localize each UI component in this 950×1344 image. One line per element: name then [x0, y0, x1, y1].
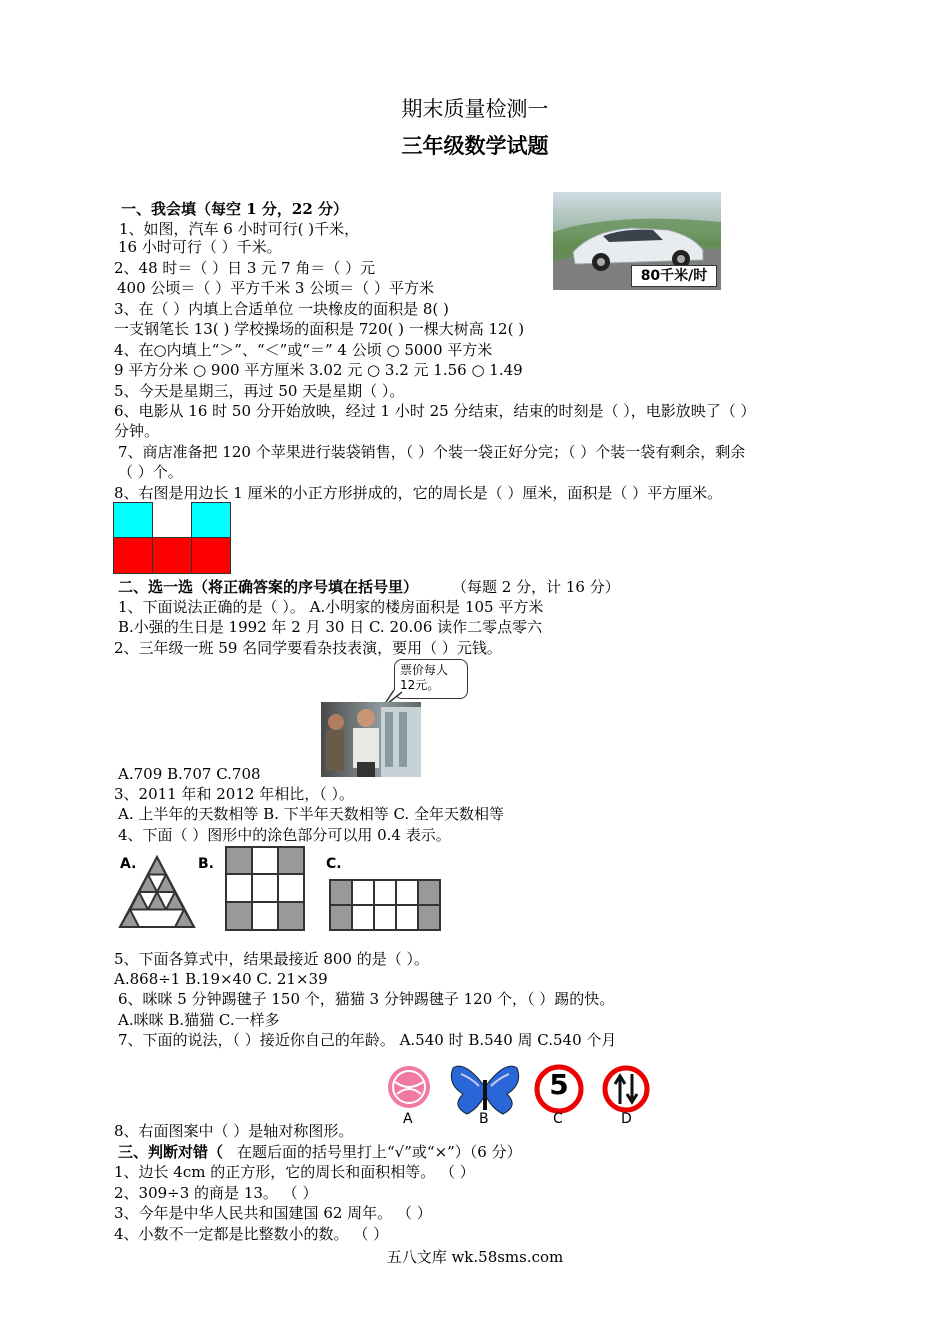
- q2-3-options: A. 上半年的天数相等 B. 下半年天数相等 C. 全年天数相等: [118, 805, 504, 823]
- speech-bubble-text: 票价每人 12元。: [400, 663, 449, 692]
- section-1-heading: 一、我会填（每空 1 分，22 分）: [121, 200, 348, 218]
- q2-7: 7、下面的说法，（ ）接近你自己的年龄。 A.540 时 B.540 周 C.540 个月: [118, 1031, 617, 1049]
- car-photo: [553, 192, 721, 290]
- grid-figure-b: [225, 846, 305, 932]
- car-speed-label: 80千米/时: [631, 265, 717, 287]
- q1-2b: 400 公顷＝（ ）平方千米 3 公顷＝（ ）平方米: [117, 279, 435, 297]
- q1-3: 3、在（ ）内填上合适单位 一块橡皮的面积是 8( ): [114, 300, 449, 318]
- q1-6b: 分钟。: [114, 422, 160, 440]
- speech-bubble: [394, 659, 468, 699]
- symbols-figure: [385, 1062, 655, 1132]
- exam-title: 期末质量检测一: [401, 97, 549, 121]
- q2-6: 6、咪咪 5 分钟踢毽子 150 个，猫猫 3 分钟踢毽子 120 个，（ ）踢的快。: [118, 990, 615, 1008]
- exam-subtitle: 三年级数学试题: [401, 133, 549, 158]
- q2-6-options: A.咪咪 B.猫猫 C.一样多: [118, 1011, 280, 1029]
- q1-7: 7、商店准备把 120 个苹果进行装袋销售，（ ）个装一袋正好分完；（ ）个装一袋有剩余，剩余: [118, 443, 746, 461]
- section-2-heading: 二、选一选（将正确答案的序号填在括号里）: [118, 578, 419, 596]
- q3-1: 1、边长 4cm 的正方形，它的周长和面积相等。 （ ）: [114, 1163, 475, 1181]
- footer-watermark: 五八文库 wk.58sms.com: [386, 1248, 564, 1266]
- q3-4: 4、小数不一定都是比整数小的数。 （ ）: [114, 1225, 389, 1243]
- q1-6: 6、电影从 16 时 50 分开始放映，经过 1 小时 25 分结束，结束的时刻是（ ），电影放映了（ ）: [114, 402, 756, 420]
- q2-2: 2、三年级一班 59 名同学要看杂技表演，要用（ ）元钱。: [114, 639, 502, 657]
- q2-4: 4、下面（ ）图形中的涂色部分可以用 0.4 表示。: [118, 826, 451, 844]
- symbol-label-a: A: [403, 1111, 413, 1127]
- section-2-points: （每题 2 分，计 16 分）: [452, 578, 620, 596]
- fig-a-label: A.: [120, 856, 137, 872]
- symbol-label-c: C: [553, 1111, 563, 1127]
- q2-1: 1、下面说法正确的是（ ）。 A.小明家的楼房面积是 105 平方米: [118, 598, 544, 616]
- q2-5-options: A.868÷1 B.19×40 C. 21×39: [114, 970, 328, 988]
- q2-2-options: A.709 B.707 C.708: [118, 765, 261, 783]
- symbol-label-d: D: [621, 1111, 632, 1127]
- q2-8: 8、右面图案中（ ）是轴对称图形。: [114, 1122, 354, 1140]
- speed-limit-number: 5: [549, 1068, 569, 1101]
- q3-3: 3、今年是中华人民共和国建国 62 周年。 （ ）: [114, 1204, 432, 1222]
- squares-figure: [113, 502, 231, 574]
- q1-2: 2、48 时＝（ ）日 3 元 7 角＝（ ）元: [114, 259, 376, 277]
- fig-c-label: C.: [326, 856, 342, 872]
- q2-3: 3、2011 年和 2012 年相比，（ ）。: [114, 785, 354, 803]
- q1-4b: 9 平方分米 ○ 900 平方厘米 3.02 元 ○ 3.2 元 1.56 ○ 1.49: [114, 361, 523, 379]
- q1-1b: 16 小时可行（ ）千米。: [118, 238, 282, 256]
- people-photo: [321, 702, 421, 777]
- section-3-heading: 三、判断对错（: [118, 1143, 224, 1161]
- fig-b-label: B.: [198, 856, 214, 872]
- q1-3b: 一支钢笔长 13( ) 学校操场的面积是 720( ) 一棵大树高 12( ): [114, 320, 525, 338]
- q2-1b: B.小强的生日是 1992 年 2 月 30 日 C. 20.06 读作二零点零六: [118, 618, 543, 636]
- q1-1: 1、如图，汽车 6 小时可行( )千米，: [119, 220, 360, 238]
- q3-2: 2、309÷3 的商是 13。 （ ）: [114, 1184, 318, 1202]
- butterfly-icon: [451, 1066, 518, 1114]
- section-3-instructions: 在题后面的括号里打上“√”或“×”）（6 分）: [237, 1143, 522, 1161]
- grid-figure-c: [329, 879, 441, 931]
- triangle-figure: [118, 855, 196, 931]
- symbol-label-b: B: [479, 1111, 489, 1127]
- q2-5: 5、下面各算式中，结果最接近 800 的是（ ）。: [114, 950, 429, 968]
- q1-4: 4、在○内填上“＞”、“＜”或“＝” 4 公顷 ○ 5000 平方米: [114, 341, 493, 359]
- q1-8: 8、右图是用边长 1 厘米的小正方形拼成的，它的周长是（ ）厘米，面积是（ ）平方厘米。: [114, 484, 723, 502]
- q1-7b: （ ）个。: [118, 463, 183, 481]
- q1-5: 5、今天是星期三，再过 50 天是星期（ ）。: [114, 382, 405, 400]
